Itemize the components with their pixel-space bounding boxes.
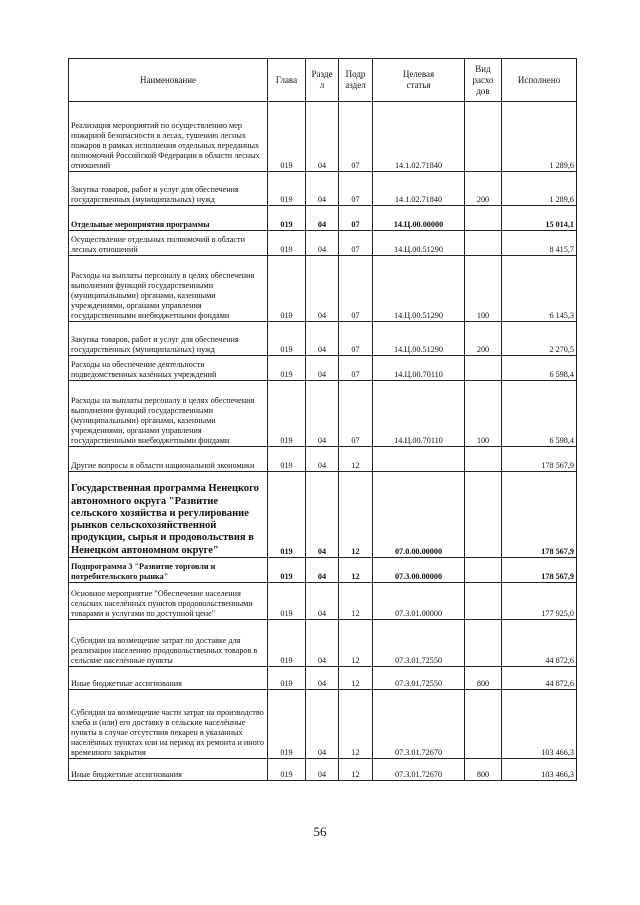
table-header-row <box>69 59 577 102</box>
row-target-article: 07.3.01.72550 <box>373 667 465 690</box>
row-expense-type: 100 <box>465 381 502 447</box>
row-expense-type <box>465 620 502 667</box>
row-podrazdel: 07 <box>339 381 373 447</box>
row-glava: 019 <box>268 356 306 381</box>
row-razdel: 04 <box>306 620 339 667</box>
row-expense-type <box>465 472 502 558</box>
row-name: Основное мероприятие "Обеспечение населения сельских населённых пунктов продовольственными товарами и услугами по доступной цене" <box>69 583 268 620</box>
row-podrazdel: 07 <box>339 356 373 381</box>
row-target-article <box>373 447 465 472</box>
row-amount: 1 289,6 <box>502 102 577 172</box>
budget-table-container <box>68 58 576 781</box>
row-target-article: 07.0.00.00000 <box>373 472 465 558</box>
row-amount: 6 145,3 <box>502 256 577 322</box>
row-amount: 103 466,3 <box>502 759 577 781</box>
row-amount: 6 598,4 <box>502 356 577 381</box>
row-target-article: 14.Ц.00.51290 <box>373 231 465 256</box>
row-target-article: 07.3.01.72550 <box>373 620 465 667</box>
row-name: Осуществление отдельных полномочий в области лесных отношений <box>69 231 268 256</box>
row-amount: 103 466,3 <box>502 690 577 759</box>
row-name: Расходы на выплаты персоналу в целях обеспечения выполнения функций государственными (муниципальными) органами, казенными учреждениями, органами управления государственными внебюджетными фондами <box>69 256 268 322</box>
row-glava: 019 <box>268 558 306 583</box>
row-glava: 019 <box>268 256 306 322</box>
row-target-article: 14.Ц.00.70110 <box>373 381 465 447</box>
row-name: Государственная программа Ненецкого автономного округа "Развитие сельского хозяйства и регулирование рынков сельскохозяйственной продукции, сырья и продовольствия в Ненецком автономном округе" <box>69 472 268 558</box>
row-razdel: 04 <box>306 381 339 447</box>
header-name: Наименование <box>69 59 268 102</box>
row-razdel: 04 <box>306 322 339 356</box>
header-razdel: Разде л <box>306 59 339 102</box>
header-target-article: Целевая статья <box>373 59 465 102</box>
table-row <box>69 231 577 256</box>
row-name: Субсидии на возмещение затрат по доставке для реализации населению продовольственных товаров в сельские населённые пункты <box>69 620 268 667</box>
row-name: Расходы на обеспечение деятельности подведомственных казённых учреждений <box>69 356 268 381</box>
row-expense-type: 800 <box>465 667 502 690</box>
page-number: 56 <box>313 824 327 839</box>
row-podrazdel: 12 <box>339 759 373 781</box>
row-glava: 019 <box>268 620 306 667</box>
row-podrazdel: 12 <box>339 558 373 583</box>
row-expense-type <box>465 690 502 759</box>
row-expense-type: 200 <box>465 322 502 356</box>
table-row <box>69 322 577 356</box>
row-target-article: 07.3.01.72670 <box>373 759 465 781</box>
row-glava: 019 <box>268 322 306 356</box>
row-glava: 019 <box>268 447 306 472</box>
row-name: Субсидии на возмещение части затрат на производство хлеба и (или) его доставку в сельские населённые пункты в случае отсутствия пекарен в указанных населённых пунктах или на период их ремонта и иного временного закрытия <box>69 690 268 759</box>
row-podrazdel: 12 <box>339 690 373 759</box>
row-podrazdel: 07 <box>339 231 373 256</box>
row-glava: 019 <box>268 583 306 620</box>
row-expense-type <box>465 356 502 381</box>
table-row <box>69 759 577 781</box>
row-amount: 1 289,6 <box>502 172 577 206</box>
row-glava: 019 <box>268 102 306 172</box>
row-razdel: 04 <box>306 172 339 206</box>
row-expense-type <box>465 102 502 172</box>
table-row <box>69 558 577 583</box>
row-expense-type: 100 <box>465 256 502 322</box>
row-glava: 019 <box>268 759 306 781</box>
row-amount: 178 567,9 <box>502 558 577 583</box>
row-expense-type <box>465 206 502 231</box>
header-executed: Исполнено <box>502 59 577 102</box>
row-name: Закупка товаров, работ и услуг для обеспечения государственных (муниципальных) нужд <box>69 322 268 356</box>
row-expense-type <box>465 558 502 583</box>
row-glava: 019 <box>268 206 306 231</box>
table-row <box>69 583 577 620</box>
row-target-article: 14.1.02.71840 <box>373 102 465 172</box>
row-amount: 178 567,9 <box>502 447 577 472</box>
row-amount: 6 598,4 <box>502 381 577 447</box>
header-expense-type: Вид расхо дов <box>465 59 502 102</box>
table-row <box>69 620 577 667</box>
row-name: Расходы на выплаты персоналу в целях обеспечения выполнения функций государственными (муниципальными) органами, казенными учреждениями, органами управления государственными внебюджетными фондами <box>69 381 268 447</box>
table-row <box>69 690 577 759</box>
row-podrazdel: 12 <box>339 583 373 620</box>
row-podrazdel: 07 <box>339 322 373 356</box>
row-target-article: 14.1.02.71840 <box>373 172 465 206</box>
table-row <box>69 472 577 558</box>
row-name: Иные бюджетные ассигнования <box>69 759 268 781</box>
row-razdel: 04 <box>306 558 339 583</box>
row-razdel: 04 <box>306 256 339 322</box>
row-expense-type <box>465 447 502 472</box>
table-row <box>69 172 577 206</box>
row-amount: 178 567,9 <box>502 472 577 558</box>
row-name: Реализация мероприятий по осуществлению мер пожарной безопасности в лесах, тушению лесных пожаров в рамках исполнения отдельных переданных полномочий Российской Федерации в области лесных отношений <box>69 102 268 172</box>
row-razdel: 04 <box>306 206 339 231</box>
row-amount: 8 415,7 <box>502 231 577 256</box>
row-name: Другие вопросы в области национальной экономики <box>69 447 268 472</box>
row-razdel: 04 <box>306 356 339 381</box>
budget-table <box>68 58 577 781</box>
table-row <box>69 206 577 231</box>
row-target-article: 07.3.00.00000 <box>373 558 465 583</box>
row-target-article: 14.Ц.00.51290 <box>373 322 465 356</box>
header-podrazdel: Подр аздел <box>339 59 373 102</box>
row-podrazdel: 07 <box>339 206 373 231</box>
row-name: Закупка товаров, работ и услуг для обеспечения государственных (муниципальных) нужд <box>69 172 268 206</box>
row-podrazdel: 12 <box>339 447 373 472</box>
row-razdel: 04 <box>306 102 339 172</box>
row-glava: 019 <box>268 667 306 690</box>
row-amount: 44 872,6 <box>502 620 577 667</box>
row-podrazdel: 12 <box>339 620 373 667</box>
row-target-article: 07.3.01.00000 <box>373 583 465 620</box>
row-target-article: 14.Ц.00.70110 <box>373 356 465 381</box>
table-row <box>69 667 577 690</box>
row-razdel: 04 <box>306 447 339 472</box>
row-glava: 019 <box>268 172 306 206</box>
row-expense-type <box>465 231 502 256</box>
row-amount: 177 925,0 <box>502 583 577 620</box>
row-podrazdel: 12 <box>339 472 373 558</box>
row-amount: 2 270,5 <box>502 322 577 356</box>
row-name: Иные бюджетные ассигнования <box>69 667 268 690</box>
row-target-article: 14.Ц.00.00000 <box>373 206 465 231</box>
row-razdel: 04 <box>306 759 339 781</box>
row-podrazdel: 07 <box>339 256 373 322</box>
table-row <box>69 356 577 381</box>
table-row <box>69 102 577 172</box>
table-row <box>69 381 577 447</box>
header-glava: Глава <box>268 59 306 102</box>
row-glava: 019 <box>268 690 306 759</box>
row-glava: 019 <box>268 472 306 558</box>
row-razdel: 04 <box>306 472 339 558</box>
row-expense-type: 200 <box>465 172 502 206</box>
row-amount: 44 872,6 <box>502 667 577 690</box>
row-razdel: 04 <box>306 583 339 620</box>
row-razdel: 04 <box>306 667 339 690</box>
row-razdel: 04 <box>306 231 339 256</box>
table-row <box>69 447 577 472</box>
row-glava: 019 <box>268 381 306 447</box>
row-razdel: 04 <box>306 690 339 759</box>
row-name: Подпрограмма 3 "Развитие торговли и потребительского рынка" <box>69 558 268 583</box>
row-target-article: 14.Ц.00.51290 <box>373 256 465 322</box>
row-name: Отдельные мероприятия программы <box>69 206 268 231</box>
row-podrazdel: 07 <box>339 172 373 206</box>
row-expense-type <box>465 583 502 620</box>
table-row <box>69 256 577 322</box>
row-podrazdel: 12 <box>339 667 373 690</box>
row-glava: 019 <box>268 231 306 256</box>
row-target-article: 07.3.01.72670 <box>373 690 465 759</box>
table-body <box>69 102 577 781</box>
row-podrazdel: 07 <box>339 102 373 172</box>
row-amount: 15 014,1 <box>502 206 577 231</box>
row-expense-type: 800 <box>465 759 502 781</box>
